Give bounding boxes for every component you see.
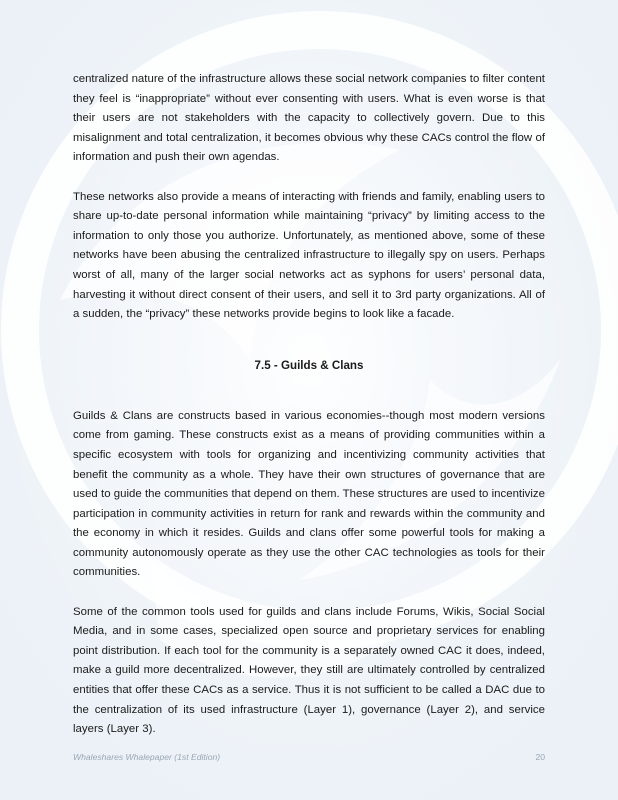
paragraph: Some of the common tools used for guilds and clans include Forums, Wikis, Social Social Media, and in some cases, specialized open source and proprietary services for enabling point distribution. If each tool for the community is a separately owned CAC it does, indeed, make a guild more decentralized. However, they still are ultimately controlled by centralized entities that offer these CACs as a service. Thus it is not sufficient to be called a DAC due to the centralization of its used infrastructure (Layer 1), governance (Layer 2), and service layers (Layer 3). xyxy=(73,605,545,736)
document-body xyxy=(73,70,545,740)
paragraph: Guilds & Clans are constructs based in various economies--though most modern versions come from gaming. These constructs exist as a means of providing communities within a specific ecosystem with tools for organizing and incentivizing community activities that benefit the community as a whole. They have their own structures of governance that are used to guide the communities that depend on them. These structures are used to incentivize participation in community activities in return for rank and rewards within the community and the economy in which it resides. Guilds and clans offer some powerful tools for making a community autonomously operate as they use the other CAC technologies as tools for their communities. xyxy=(73,409,545,579)
footer-page-number: 20 xyxy=(535,752,545,762)
footer-document-title: Whaleshares Whalepaper (1st Edition) xyxy=(73,752,221,762)
paragraph: These networks also provide a means of interacting with friends and family, enabling users to share up-to-date personal information while maintaining “privacy” by limiting access to the information to only those you authorize. Unfortunately, as mentioned above, some of these networks have been abusing the centralized infrastructure to illegally spy on users. Perhaps worst of all, many of the larger social networks act as syphons for users’ personal data, harvesting it without direct consent of their users, and sell it to 3rd party organizations. All of a sudden, the “privacy” these networks provide begins to look like a facade. xyxy=(73,190,545,321)
paragraph: centralized nature of the infrastructure allows these social network companies to filter content they feel is “inappropriate” without ever consenting with users. What is even worse is that their users are not stakeholders with the capacity to collectively govern. Due to this misalignment and total centralization, it becomes obvious why these CACs control the flow of information and push their own agendas. xyxy=(73,73,545,164)
section-heading: 7.5 - Guilds & Clans xyxy=(254,358,364,372)
